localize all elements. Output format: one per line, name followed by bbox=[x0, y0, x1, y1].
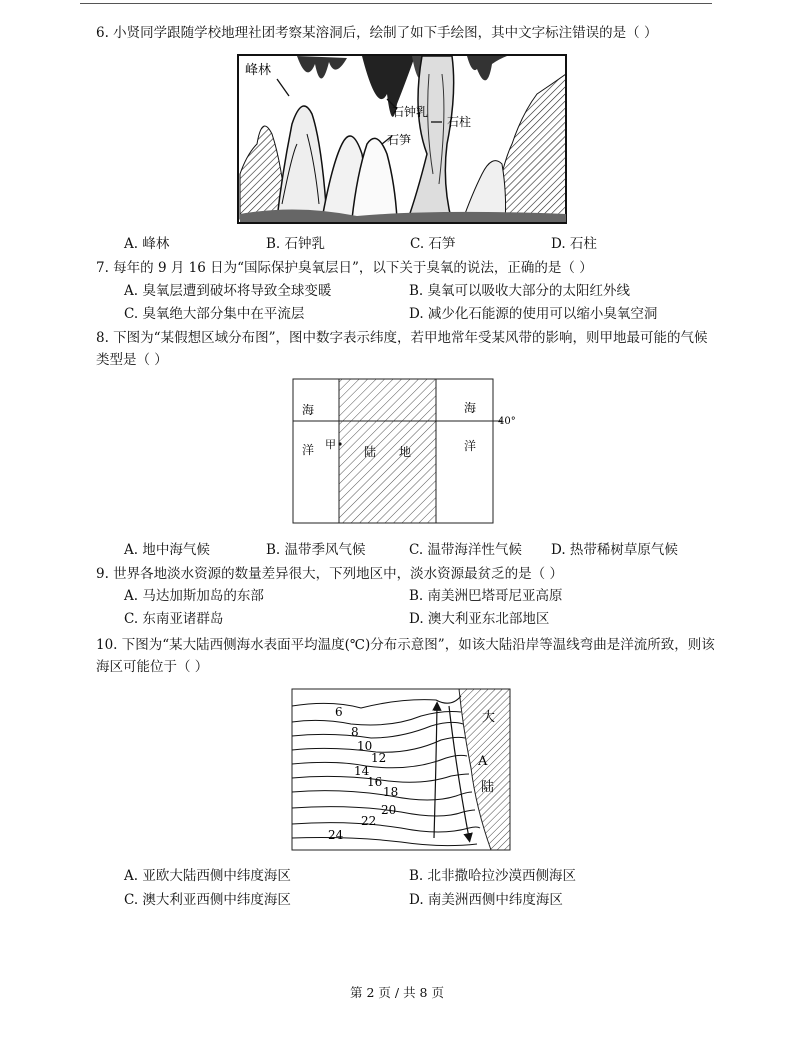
q10-label-land-1: 大 bbox=[482, 710, 496, 725]
question-7-stem: 7. 每年的 9 月 16 日为“国际保护臭氧层日”，以下关于臭氧的说法，正确的是（ ） bbox=[96, 260, 593, 276]
isotherm-label: 22 bbox=[361, 814, 377, 828]
q9-option-a[interactable]: A. 马达加斯加岛的东部 bbox=[124, 588, 264, 604]
isotherm-label: 14 bbox=[354, 764, 370, 778]
isotherm-label: 24 bbox=[328, 828, 344, 842]
question-10-stem: 10. 下图为“某大陆西侧海水表面平均温度(℃)分布示意图”，如该大陆沿岸等温线弯曲是洋流所致，则该海区可能位于（ ） bbox=[96, 637, 715, 675]
q8-option-c[interactable]: C. 温带海洋性气候 bbox=[409, 542, 522, 558]
cave-sketch-figure bbox=[237, 54, 567, 224]
q8-label-latitude: 40° bbox=[498, 416, 516, 427]
isotherm-label: 10 bbox=[357, 739, 373, 753]
q8-label-sea-left: 海 bbox=[302, 403, 315, 417]
isotherm-label: 16 bbox=[367, 775, 383, 789]
sketch-label-stalactite: 石钟乳 bbox=[392, 105, 429, 119]
q6-option-d[interactable]: D. 石柱 bbox=[551, 236, 597, 252]
q9-option-d[interactable]: D. 澳大利亚东北部地区 bbox=[409, 611, 550, 627]
isotherm-label: 18 bbox=[383, 785, 399, 799]
q10-label-land-2: 陆 bbox=[481, 780, 495, 795]
q8-option-d[interactable]: D. 热带稀树草原气候 bbox=[551, 542, 678, 558]
q6-option-a[interactable]: A. 峰林 bbox=[124, 236, 170, 252]
q8-label-sea-right: 海 bbox=[464, 401, 477, 415]
question-9-stem: 9. 世界各地淡水资源的数量差异很大，下列地区中，淡水资源最贫乏的是（ ） bbox=[96, 566, 563, 582]
sketch-label-peak-forest: 峰林 bbox=[245, 63, 272, 78]
question-6-stem: 6. 小贤同学跟随学校地理社团考察某溶洞后，绘制了如下手绘图，其中文字标注错误的是（ ） bbox=[96, 25, 658, 41]
q7-option-a[interactable]: A. 臭氧层遭到破坏将导致全球变暖 bbox=[124, 283, 332, 299]
q10-option-c[interactable]: C. 澳大利亚西侧中纬度海区 bbox=[124, 892, 291, 908]
q10-label-point-a: A bbox=[478, 754, 488, 769]
q8-option-b[interactable]: B. 温带季风气候 bbox=[266, 542, 366, 558]
page-footer: 第 2 页 / 共 8 页 bbox=[350, 985, 444, 1000]
isotherm-label: 6 bbox=[335, 705, 343, 719]
q8-option-a[interactable]: A. 地中海气候 bbox=[124, 542, 210, 558]
q8-label-ocean-right: 洋 bbox=[464, 439, 477, 453]
isotherm-label: 20 bbox=[381, 803, 397, 817]
q8-label-land-2: 地 bbox=[399, 445, 412, 459]
q8-label-ocean-left: 洋 bbox=[302, 443, 315, 457]
q7-option-d[interactable]: D. 减少化石能源的使用可以缩小臭氧空洞 bbox=[409, 306, 658, 322]
question-8-stem: 8. 下图为“某假想区域分布图”，图中数字表示纬度，若甲地常年受某风带的影响，则甲地最可能的气候类型是（ ） bbox=[96, 330, 708, 368]
q10-option-a[interactable]: A. 亚欧大陆西侧中纬度海区 bbox=[124, 868, 291, 884]
header-rule bbox=[80, 3, 712, 4]
q7-option-b[interactable]: B. 臭氧可以吸收大部分的太阳红外线 bbox=[409, 283, 631, 299]
cave-sketch-illustration bbox=[237, 54, 567, 224]
q9-option-b[interactable]: B. 南美洲巴塔哥尼亚高原 bbox=[409, 588, 563, 604]
q6-option-b[interactable]: B. 石钟乳 bbox=[266, 236, 326, 252]
q8-hypothetical-map bbox=[292, 378, 522, 526]
q8-label-land-1: 陆 bbox=[364, 445, 377, 459]
q10-isotherm-map bbox=[291, 688, 513, 852]
q7-option-c[interactable]: C. 臭氧绝大部分集中在平流层 bbox=[124, 306, 305, 322]
q10-option-d[interactable]: D. 南美洲西侧中纬度海区 bbox=[409, 892, 563, 908]
isotherm-label: 8 bbox=[351, 725, 359, 739]
q9-option-c[interactable]: C. 东南亚诸群岛 bbox=[124, 611, 224, 627]
q8-point-jia-marker bbox=[338, 442, 341, 445]
isotherm-label: 12 bbox=[371, 751, 387, 765]
q8-label-point-jia: 甲 bbox=[325, 438, 336, 451]
q10-option-b[interactable]: B. 北非撒哈拉沙漠西侧海区 bbox=[409, 868, 577, 884]
sketch-label-column: 石柱 bbox=[447, 115, 472, 129]
sketch-label-stalagmite: 石笋 bbox=[387, 133, 412, 147]
q6-option-c[interactable]: C. 石笋 bbox=[410, 236, 456, 252]
